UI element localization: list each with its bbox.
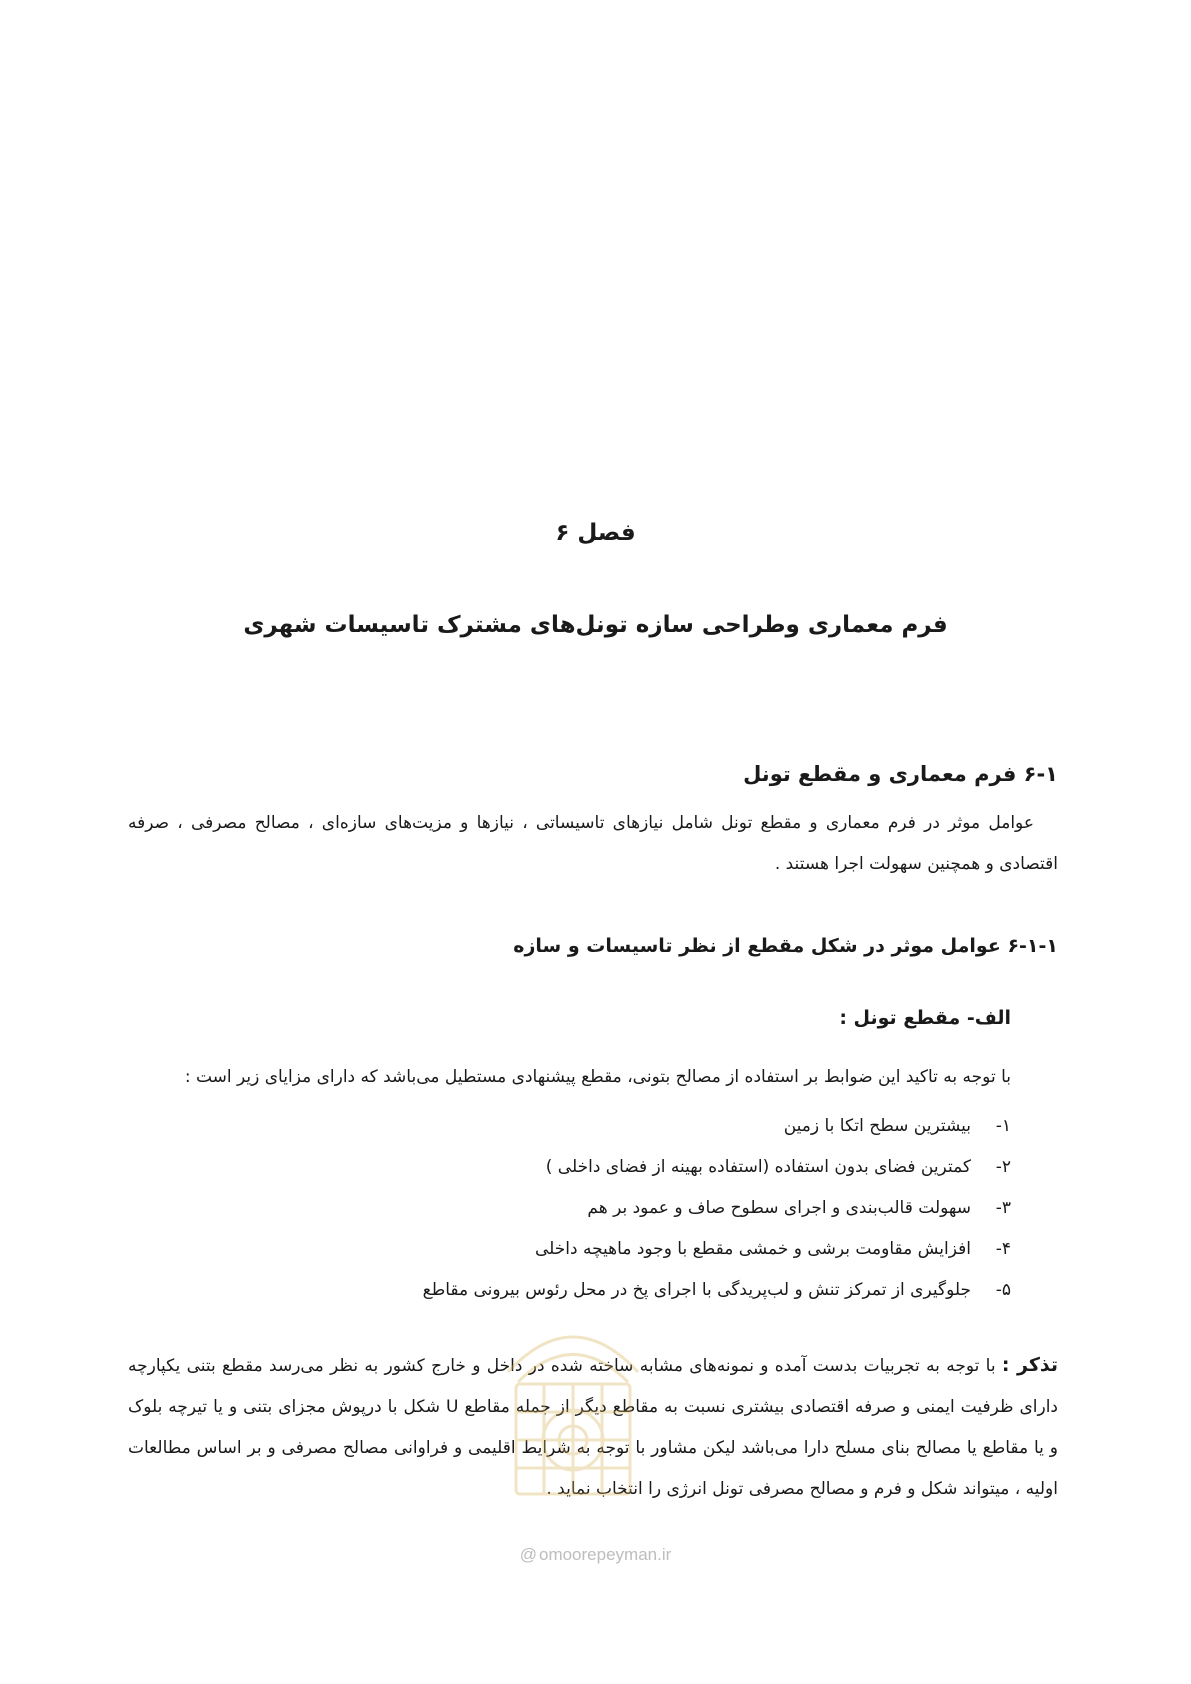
sub-sub-heading: الف- مقطع تونل : bbox=[839, 1007, 1011, 1029]
watermark-handle: @ omoorepeyman.ir bbox=[519, 1545, 672, 1564]
note-label: تذکر : bbox=[1001, 1354, 1058, 1376]
list-item-text: افزایش مقاومت برشی و خمشی مقطع با وجود ماهیچه داخلی bbox=[534, 1239, 971, 1259]
list-item-text: بیشترین سطح اتکا با زمین bbox=[783, 1116, 971, 1136]
section-paragraph: عوامل موثر در فرم معماری و مقطع تونل شامل نیازهای تاسیساتی ، نیازها و مزیت‌های سازه‌ای ، مصالح مصرفی ، صرفه اقتصادی و همچنین سهولت اجرا هستند . bbox=[128, 813, 1058, 874]
chapter-title: فرم معماری وطراحی سازه تونل‌های مشترک تاسیسات شهری bbox=[243, 612, 948, 638]
list-item-number: ۲- bbox=[995, 1157, 1011, 1177]
list-item-text: جلوگیری از تمرکز تنش و لب‌پریدگی با اجرای پخ در محل رئوس بیرونی مقاطع bbox=[422, 1280, 971, 1300]
subsection-heading: ۶-۱-۱ عوامل موثر در شکل مقطع از نظر تاسیسات و سازه bbox=[513, 935, 1058, 957]
note-text: با توجه به تجربیات بدست آمده و نمونه‌های مشابه ساخته شده در داخل و خارج کشور به نظر می‌رسد مقطع بتنی یکپارچه دارای ظرفیت ایمنی و صرفه اقتصادی بیشتری نسبت به مقاطع دیگر از جمله مقاطع U شکل با درپوش مجزای بتنی و یا تیرچه بلوک و یا مقاطع یا مصالح بنای مسلح دارا می‌باشد لیکن مشاور با توجه به شرایط اقلیمی و فراوانی مصالح مصرفی و بر اساس مطالعات اولیه ، میتواند شکل و فرم و مصالح مصرفی تونل انرژی را انتخاب نماید . bbox=[128, 1356, 1058, 1499]
seal-logo-icon bbox=[488, 1312, 658, 1512]
list-item bbox=[423, 1147, 1011, 1188]
chapter-number: فصل ۶ bbox=[555, 520, 636, 546]
at-icon: @ bbox=[519, 1545, 537, 1564]
list-item bbox=[423, 1270, 1011, 1311]
list-item-number: ۱- bbox=[995, 1116, 1011, 1136]
list-item-text: سهولت قالب‌بندی و اجرای سطوح صاف و عمود بر هم bbox=[587, 1198, 971, 1218]
list-item-number: ۳- bbox=[995, 1198, 1011, 1218]
list-item bbox=[423, 1106, 1011, 1147]
advantages-list bbox=[423, 1106, 1011, 1311]
list-item-text: کمترین فضای بدون استفاده (استفاده بهینه از فضای داخلی ) bbox=[545, 1157, 971, 1177]
list-item-number: ۵- bbox=[995, 1280, 1011, 1300]
list-intro: با توجه به تاکید این ضوابط بر استفاده از مصالح بتونی، مقطع پیشنهادی مستطیل می‌باشد که دارای مزایای زیر است : bbox=[184, 1067, 1011, 1087]
list-item bbox=[423, 1188, 1011, 1229]
list-item-number: ۴- bbox=[995, 1239, 1011, 1259]
section-heading: ۶-۱ فرم معماری و مقطع تونل bbox=[743, 762, 1058, 786]
list-item bbox=[423, 1229, 1011, 1270]
